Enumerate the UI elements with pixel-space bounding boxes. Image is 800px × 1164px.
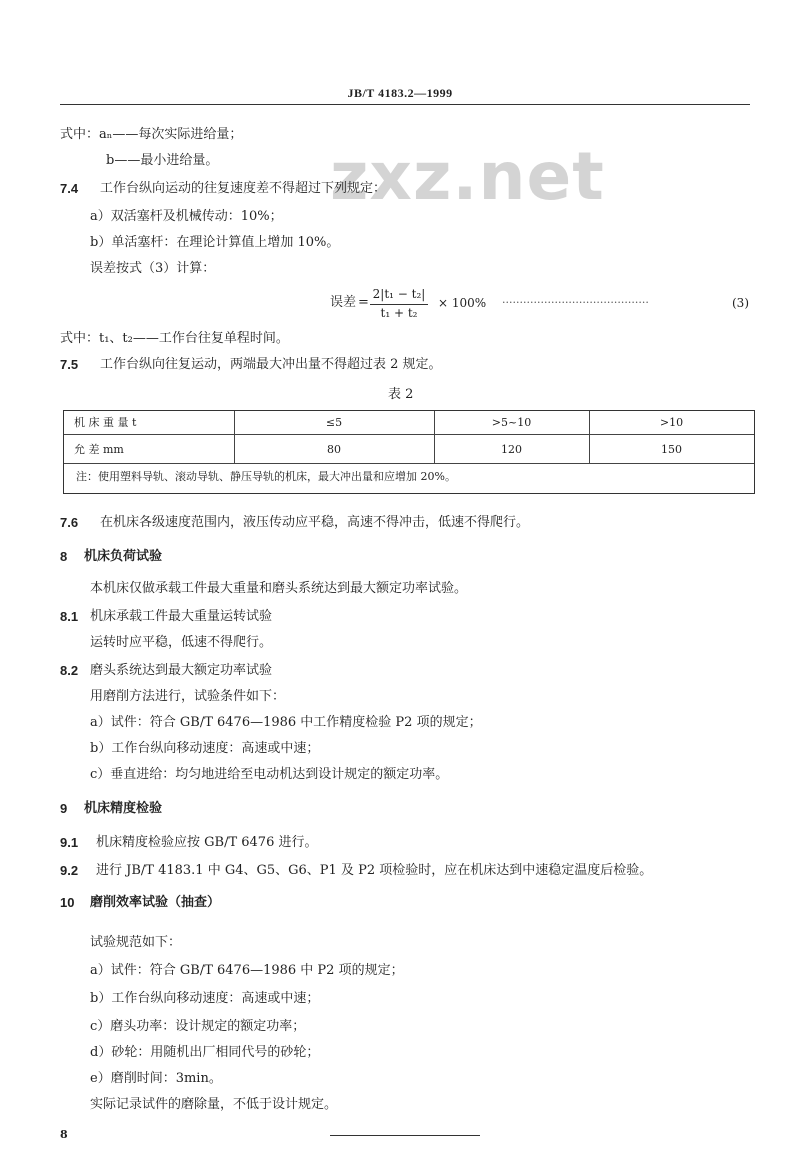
- clause-8-2-item-a: a）试件：符合 GB/T 6476—1986 中工作精度检验 P2 项的规定；: [90, 715, 482, 730]
- formula-label: 误差: [330, 295, 357, 310]
- table-col-gt10: >10: [659, 416, 684, 429]
- item-a-double-rod: a）双活塞杆及机械传动：10%；: [90, 209, 283, 224]
- error-formula-intro: 误差按式（3）计算：: [90, 261, 216, 276]
- section-8-intro: 本机床仅做承载工件最大重量和磨头系统达到最大额定功率试验。: [90, 581, 468, 596]
- clause-7-5-text: 工作台纵向往复运动，两端最大冲出量不得超过表 2 规定。: [100, 357, 442, 372]
- section-10-item-e: e）磨削时间：3min。: [90, 1071, 222, 1086]
- table-col-le5: ≤5: [325, 416, 343, 429]
- clause-7-6-text: 在机床各级速度范围内，液压传动应平稳，高速不得冲击，低速不得爬行。: [100, 515, 530, 530]
- error-formula: [330, 286, 760, 322]
- table-row2-label: 允 差 mm: [74, 443, 124, 456]
- formula-multiplier: × 100%: [438, 296, 487, 310]
- section-10-closing: 实际记录试件的磨除量，不低于设计规定。: [90, 1097, 338, 1112]
- table-caption: 表 2: [388, 387, 414, 402]
- table-row1-label: 机 床 重 量 t: [74, 416, 137, 429]
- section-10-item-c: c）磨头功率：设计规定的额定功率；: [90, 1019, 306, 1034]
- section-10-title: 磨削效率试验（抽查）: [90, 895, 221, 910]
- clause-7-6-number: 7.6: [60, 515, 79, 530]
- formula-fraction: [370, 286, 428, 321]
- table-allowance-gt10: 150: [661, 443, 682, 456]
- clause-8-1-number: 8.1: [60, 609, 79, 624]
- formula-eq-sign: =: [358, 295, 369, 310]
- section-8-number: 8: [60, 549, 68, 564]
- table-2: [63, 410, 755, 494]
- table-col-5-10: >5~10: [491, 416, 532, 429]
- clause-8-2-item-b: b）工作台纵向移动速度：高速或中速；: [90, 741, 320, 756]
- clause-8-1-title: 机床承载工件最大重量运转试验: [90, 609, 273, 624]
- item-b-single-rod: b）单活塞杆：在理论计算值上增加 10%。: [90, 235, 340, 250]
- section-8-title: 机床负荷试验: [84, 549, 163, 564]
- clause-7-4-number: 7.4: [60, 181, 79, 196]
- where-line-t: 式中：t₁、t₂——工作台往复单程时间。: [60, 331, 289, 346]
- section-9-number: 9: [60, 801, 68, 816]
- table-allowance-5-10: 120: [501, 443, 522, 456]
- page-number: 8: [60, 1128, 68, 1141]
- section-10-intro: 试验规范如下：: [90, 935, 182, 950]
- formula-numerator: 2|t₁ − t₂|: [370, 286, 428, 305]
- where-line-an: 式中：aₙ——每次实际进给量；: [60, 127, 243, 142]
- clause-8-2-item-c: c）垂直进给：均匀地进给至电动机达到设计规定的额定功率。: [90, 767, 449, 782]
- formula-number: (3): [732, 296, 749, 310]
- watermark-text: zxz.net: [330, 138, 605, 215]
- standard-code: JB/T 4183.2—1999: [347, 86, 453, 100]
- clause-9-1-text: 机床精度检验应按 GB/T 6476 进行。: [96, 835, 318, 850]
- table-allowance-le5: 80: [327, 443, 341, 456]
- table-note: 注：使用塑料导轨、滚动导轨、静压导轨的机床，最大冲出量和应增加 20%。: [76, 470, 456, 483]
- clause-8-2-title: 磨头系统达到最大额定功率试验: [90, 663, 273, 678]
- header-rule: [60, 104, 750, 105]
- clause-7-5-number: 7.5: [60, 357, 79, 372]
- clause-8-2-number: 8.2: [60, 663, 79, 678]
- section-10-item-a: a）试件：符合 GB/T 6476—1986 中 P2 项的规定；: [90, 963, 404, 978]
- clause-8-1-text: 运转时应平稳，低速不得爬行。: [90, 635, 273, 650]
- clause-7-4-text: 工作台纵向运动的往复速度差不得超过下列规定：: [100, 181, 387, 196]
- formula-leader: ··········································: [502, 296, 649, 309]
- clause-9-2-text: 进行 JB/T 4183.1 中 G4、G5、G6、P1 及 P2 项检验时，应在机床达到中速稳定温度后检验。: [96, 863, 653, 878]
- section-10-item-d: d）砂轮：用随机出厂相同代号的砂轮；: [90, 1045, 320, 1060]
- clause-8-2-intro: 用磨削方法进行，试验条件如下：: [90, 689, 286, 704]
- formula-denominator: t₁ + t₂: [380, 306, 418, 320]
- section-9-title: 机床精度检验: [84, 801, 163, 816]
- section-10-item-b: b）工作台纵向移动速度：高速或中速；: [90, 991, 320, 1006]
- clause-9-2-number: 9.2: [60, 863, 79, 878]
- clause-9-1-number: 9.1: [60, 835, 79, 850]
- where-line-b: b——最小进给量。: [106, 153, 219, 168]
- footer-rule: [330, 1135, 480, 1136]
- section-10-number: 10: [60, 895, 75, 910]
